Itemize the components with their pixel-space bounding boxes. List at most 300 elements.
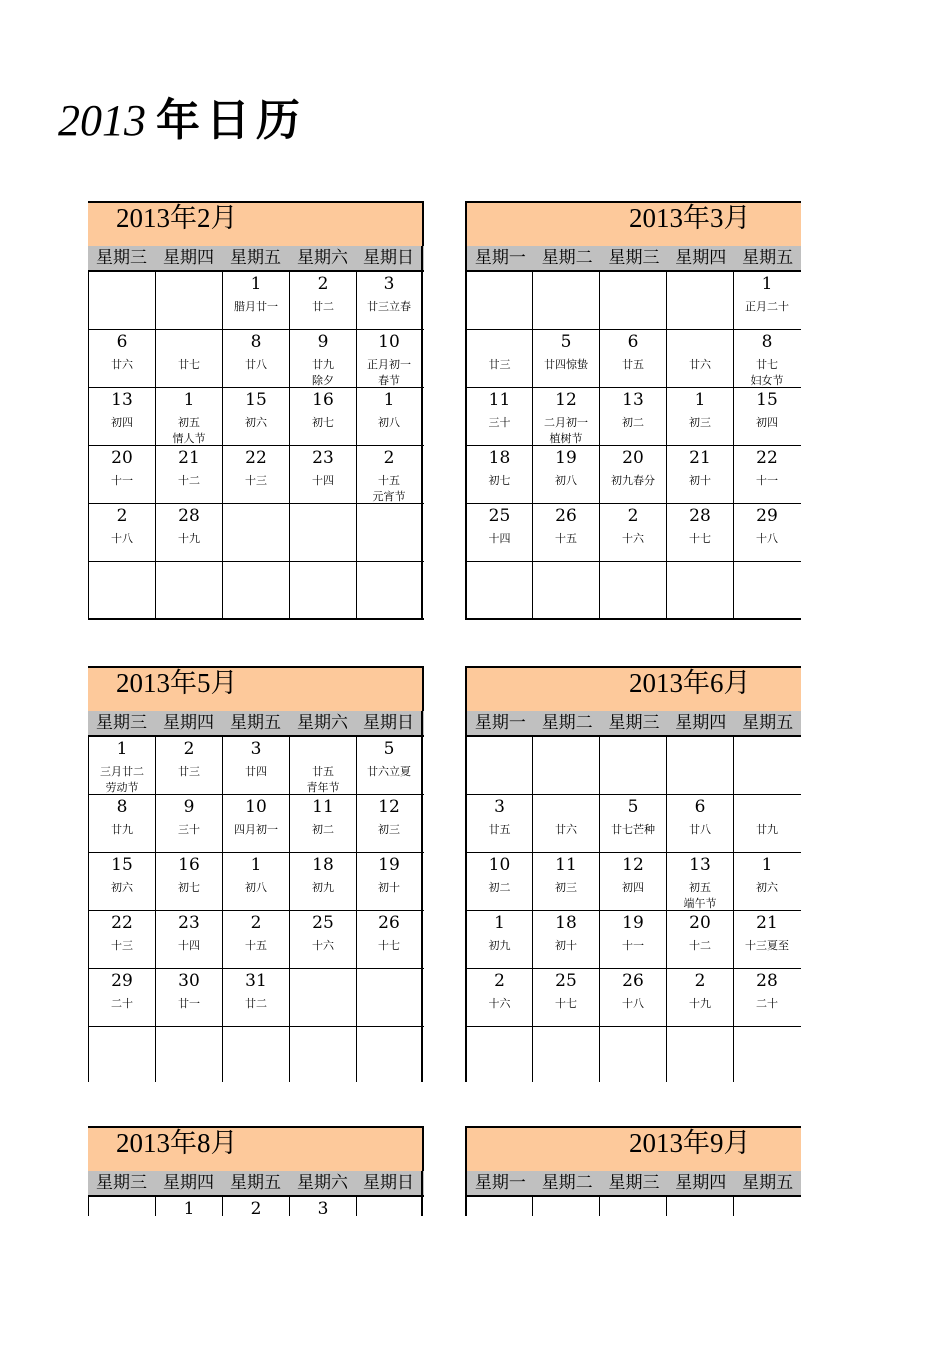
day-cell xyxy=(155,446,222,503)
lunar-date: 廿五 xyxy=(622,358,644,371)
week-row xyxy=(88,388,424,446)
day-cell xyxy=(155,330,222,387)
lunar-date: 十二 xyxy=(178,474,200,487)
day-cell xyxy=(666,388,733,445)
month-header xyxy=(88,1126,424,1171)
day-cell xyxy=(666,853,733,910)
weekday-label: 星期一 xyxy=(474,248,526,268)
lunar-date: 初八 xyxy=(245,881,267,894)
day-cell xyxy=(599,911,666,968)
day-cell xyxy=(532,1197,599,1216)
lunar-date: 初二 xyxy=(622,416,644,429)
title-year: 2013 xyxy=(58,96,146,145)
day-cell xyxy=(599,737,666,794)
lunar-date: 二月初一 xyxy=(544,416,588,429)
weekday-label: 星期四 xyxy=(675,713,727,733)
day-cell xyxy=(222,853,289,910)
weekday-label: 星期日 xyxy=(356,711,423,735)
lunar-date: 廿七 xyxy=(178,358,200,371)
day-number: 13 xyxy=(689,855,711,875)
weekday-label: 星期三 xyxy=(608,248,660,268)
day-number: 19 xyxy=(622,913,644,933)
lunar-date: 十五 xyxy=(378,474,400,487)
lunar-date: 十一 xyxy=(622,939,644,952)
month-title: 2013年8月 xyxy=(116,1128,238,1158)
lunar-date: 腊月廿一 xyxy=(234,300,278,313)
day-number: 8 xyxy=(250,332,262,352)
day-cell xyxy=(532,272,599,329)
lunar-date: 十四 xyxy=(488,532,511,545)
day-cell xyxy=(733,911,800,968)
day-number: 1 xyxy=(250,855,262,875)
day-cell xyxy=(465,1197,532,1216)
day-cell xyxy=(356,330,423,387)
weekday-header-row xyxy=(465,711,801,735)
day-cell xyxy=(155,969,222,1026)
day-number: 20 xyxy=(111,448,133,468)
week-row xyxy=(465,330,801,388)
festival-label: 元宵节 xyxy=(372,490,406,503)
weekday-label: 星期五 xyxy=(230,713,281,733)
day-cell xyxy=(599,330,666,387)
weekday-label: 星期五 xyxy=(742,1173,794,1193)
day-number: 23 xyxy=(312,448,334,468)
day-number: 23 xyxy=(178,913,200,933)
day-cell xyxy=(733,272,800,329)
week-row xyxy=(465,446,801,504)
day-cell xyxy=(733,1027,800,1082)
weekday-label: 星期日 xyxy=(356,246,423,270)
day-cell xyxy=(88,969,155,1026)
day-cell xyxy=(465,272,532,329)
day-cell xyxy=(155,795,222,852)
lunar-date: 十四 xyxy=(178,939,200,952)
day-cell xyxy=(465,737,532,794)
lunar-date: 初十 xyxy=(689,474,711,487)
day-cell xyxy=(222,1027,289,1082)
month-calendar xyxy=(88,666,424,1082)
day-cell xyxy=(289,504,356,561)
lunar-date: 廿四 xyxy=(245,765,267,778)
weekday-label: 星期四 xyxy=(163,1173,214,1193)
lunar-date: 廿九 xyxy=(312,358,334,371)
day-cell xyxy=(222,272,289,329)
day-number: 28 xyxy=(178,506,200,526)
day-cell xyxy=(356,1027,423,1082)
day-cell xyxy=(222,1197,289,1216)
day-cell xyxy=(289,446,356,503)
day-cell xyxy=(599,853,666,910)
day-cell xyxy=(155,504,222,561)
day-number: 1 xyxy=(183,390,195,410)
lunar-date: 廿九 xyxy=(756,823,778,836)
day-cell xyxy=(356,562,423,618)
weekday-label: 星期三 xyxy=(96,248,147,268)
weekday-label: 星期三 xyxy=(608,1173,660,1193)
day-cell xyxy=(356,504,423,561)
day-cell xyxy=(465,388,532,445)
day-cell xyxy=(733,330,800,387)
lunar-date: 初五 xyxy=(178,416,200,429)
lunar-date: 廿八 xyxy=(245,358,267,371)
day-number: 28 xyxy=(689,506,711,526)
day-cell xyxy=(532,1027,599,1082)
day-cell xyxy=(88,562,155,618)
weekday-label: 星期四 xyxy=(675,1173,727,1193)
day-number: 2 xyxy=(317,274,329,294)
lunar-date: 初八 xyxy=(555,474,577,487)
day-cell xyxy=(356,853,423,910)
day-number: 8 xyxy=(116,797,128,817)
lunar-date: 十七 xyxy=(689,532,711,545)
festival-label: 端午节 xyxy=(683,897,717,910)
weekday-label: 星期一 xyxy=(474,1173,526,1193)
weekday-label: 星期日 xyxy=(356,1171,423,1195)
day-cell xyxy=(666,969,733,1026)
week-row xyxy=(88,330,424,388)
day-number: 12 xyxy=(622,855,644,875)
lunar-date: 廿三 xyxy=(178,765,200,778)
page-title xyxy=(58,92,306,150)
day-number: 6 xyxy=(627,332,639,352)
month-title: 2013年5月 xyxy=(116,668,238,698)
lunar-date: 初九 xyxy=(312,881,334,894)
day-number: 3 xyxy=(383,274,395,294)
weekday-header-row xyxy=(88,246,424,270)
lunar-date: 初二 xyxy=(312,823,334,836)
week-row xyxy=(88,504,424,562)
day-cell xyxy=(465,446,532,503)
weekday-header-row xyxy=(465,246,801,270)
lunar-date: 初十 xyxy=(555,939,577,952)
day-cell xyxy=(733,562,800,618)
week-row xyxy=(88,737,424,795)
day-cell xyxy=(155,562,222,618)
day-cell xyxy=(289,388,356,445)
day-cell xyxy=(222,446,289,503)
lunar-date: 廿九 xyxy=(111,823,133,836)
lunar-date: 三月廿二 xyxy=(100,765,144,778)
weekday-label: 星期六 xyxy=(297,1173,348,1193)
day-number: 25 xyxy=(555,971,577,991)
day-number: 28 xyxy=(756,971,778,991)
weekday-label: 星期四 xyxy=(163,248,214,268)
day-cell xyxy=(465,1027,532,1082)
day-cell xyxy=(599,969,666,1026)
day-cell xyxy=(222,504,289,561)
day-cell xyxy=(88,272,155,329)
day-cell xyxy=(88,737,155,794)
lunar-date: 十六 xyxy=(488,997,511,1010)
lunar-date: 廿六 xyxy=(555,823,577,836)
lunar-date: 初八 xyxy=(378,416,400,429)
day-number: 15 xyxy=(245,390,267,410)
month-title: 2013年3月 xyxy=(629,203,751,233)
lunar-date: 廿五 xyxy=(488,823,511,836)
day-cell xyxy=(289,737,356,794)
lunar-date: 廿二 xyxy=(312,300,334,313)
day-number: 10 xyxy=(245,797,267,817)
week-row xyxy=(88,1197,424,1216)
weekday-label: 星期一 xyxy=(474,713,526,733)
day-cell xyxy=(356,1197,423,1216)
day-cell xyxy=(356,737,423,794)
day-cell xyxy=(599,272,666,329)
week-row xyxy=(88,562,424,620)
week-row xyxy=(465,1197,801,1216)
day-number: 22 xyxy=(756,448,778,468)
month-calendar xyxy=(88,1126,424,1216)
day-cell xyxy=(356,969,423,1026)
lunar-date: 十七 xyxy=(378,939,400,952)
lunar-date: 初二 xyxy=(488,881,511,894)
lunar-date: 十一 xyxy=(111,474,133,487)
lunar-date: 初六 xyxy=(245,416,267,429)
lunar-date: 十三 xyxy=(111,939,133,952)
day-cell xyxy=(599,446,666,503)
day-number: 8 xyxy=(761,332,773,352)
weekday-label: 星期六 xyxy=(297,713,348,733)
lunar-date: 四月初一 xyxy=(234,823,278,836)
day-number: 19 xyxy=(378,855,400,875)
day-cell xyxy=(733,853,800,910)
day-number: 11 xyxy=(555,855,577,875)
month-calendar xyxy=(465,666,801,1082)
day-cell xyxy=(88,853,155,910)
day-number: 2 xyxy=(250,913,262,933)
lunar-date: 初四 xyxy=(756,416,778,429)
day-number: 12 xyxy=(378,797,400,817)
day-cell xyxy=(465,969,532,1026)
lunar-date: 廿七 xyxy=(756,358,778,371)
day-cell xyxy=(532,388,599,445)
day-cell xyxy=(88,330,155,387)
week-row xyxy=(465,388,801,446)
day-number: 18 xyxy=(312,855,334,875)
lunar-date: 二十 xyxy=(756,997,778,1010)
lunar-date: 十一 xyxy=(756,474,778,487)
lunar-date: 廿一 xyxy=(178,997,200,1010)
festival-label: 妇女节 xyxy=(750,374,784,387)
day-cell xyxy=(289,853,356,910)
day-cell xyxy=(733,1197,800,1216)
day-cell xyxy=(666,504,733,561)
lunar-date: 十九 xyxy=(689,997,711,1010)
festival-label: 青年节 xyxy=(306,781,340,794)
weekday-label: 星期六 xyxy=(297,248,348,268)
weekday-label: 星期二 xyxy=(541,713,593,733)
day-number: 16 xyxy=(178,855,200,875)
day-number: 5 xyxy=(627,797,639,817)
week-row xyxy=(465,1027,801,1082)
day-number: 30 xyxy=(178,971,200,991)
lunar-date: 十八 xyxy=(756,532,778,545)
lunar-date: 廿五 xyxy=(312,765,334,778)
week-row xyxy=(465,504,801,562)
day-grid xyxy=(88,1195,424,1216)
day-number: 9 xyxy=(317,332,329,352)
weekday-label: 星期五 xyxy=(230,1173,281,1193)
day-number: 11 xyxy=(312,797,334,817)
lunar-date: 十八 xyxy=(622,997,644,1010)
weekday-label: 星期三 xyxy=(96,1173,147,1193)
lunar-date: 初九 xyxy=(488,939,511,952)
day-cell xyxy=(356,446,423,503)
weekday-header-row xyxy=(88,711,424,735)
day-number: 13 xyxy=(622,390,644,410)
lunar-date: 十三夏至 xyxy=(745,939,789,952)
day-number: 1 xyxy=(694,390,706,410)
day-cell xyxy=(465,504,532,561)
day-number: 25 xyxy=(312,913,334,933)
day-number: 12 xyxy=(555,390,577,410)
day-cell xyxy=(155,272,222,329)
day-cell xyxy=(289,1027,356,1082)
day-number: 1 xyxy=(383,390,395,410)
month-title: 2013年6月 xyxy=(629,668,751,698)
day-cell xyxy=(733,388,800,445)
day-number: 26 xyxy=(622,971,644,991)
lunar-date: 初三 xyxy=(378,823,400,836)
day-number: 2 xyxy=(694,971,706,991)
lunar-date: 二十 xyxy=(111,997,133,1010)
weekday-header-row xyxy=(88,1171,424,1195)
day-cell xyxy=(356,388,423,445)
day-number: 2 xyxy=(383,448,395,468)
day-cell xyxy=(666,795,733,852)
lunar-date: 三十 xyxy=(488,416,511,429)
day-cell xyxy=(356,795,423,852)
day-cell xyxy=(289,330,356,387)
day-cell xyxy=(88,504,155,561)
lunar-date: 三十 xyxy=(178,823,200,836)
day-cell xyxy=(88,446,155,503)
day-cell xyxy=(666,272,733,329)
day-cell xyxy=(733,504,800,561)
week-row xyxy=(88,446,424,504)
weekday-label: 星期三 xyxy=(608,713,660,733)
day-number: 2 xyxy=(183,739,195,759)
day-cell xyxy=(155,737,222,794)
day-cell xyxy=(733,446,800,503)
day-cell xyxy=(222,737,289,794)
day-number: 2 xyxy=(627,506,639,526)
week-row xyxy=(88,911,424,969)
day-cell xyxy=(465,853,532,910)
lunar-date: 初九春分 xyxy=(611,474,655,487)
lunar-date: 初七 xyxy=(178,881,200,894)
day-number: 6 xyxy=(116,332,128,352)
week-row xyxy=(88,1027,424,1082)
day-number: 20 xyxy=(622,448,644,468)
weekday-header-row xyxy=(465,1171,801,1195)
lunar-date: 初六 xyxy=(111,881,133,894)
day-number: 21 xyxy=(178,448,200,468)
month-header xyxy=(465,666,801,711)
day-cell xyxy=(465,911,532,968)
lunar-date: 十五 xyxy=(245,939,267,952)
day-number: 10 xyxy=(378,332,400,352)
day-number: 1 xyxy=(116,739,128,759)
day-cell xyxy=(599,504,666,561)
lunar-date: 廿六 xyxy=(111,358,133,371)
lunar-date: 廿二 xyxy=(245,997,267,1010)
lunar-date: 初五 xyxy=(689,881,711,894)
lunar-date: 廿六立夏 xyxy=(367,765,411,778)
day-cell xyxy=(356,911,423,968)
day-number: 2 xyxy=(116,506,128,526)
week-row xyxy=(465,969,801,1027)
day-number: 29 xyxy=(111,971,133,991)
day-cell xyxy=(666,1027,733,1082)
lunar-date: 正月初一 xyxy=(367,358,411,371)
day-number: 31 xyxy=(245,971,267,991)
lunar-date: 初三 xyxy=(689,416,711,429)
day-cell xyxy=(289,969,356,1026)
day-cell xyxy=(289,1197,356,1216)
festival-label: 情人节 xyxy=(172,432,206,445)
lunar-date: 正月二十 xyxy=(745,300,789,313)
day-cell xyxy=(666,562,733,618)
day-cell xyxy=(465,330,532,387)
day-number: 18 xyxy=(488,448,511,468)
lunar-date: 十五 xyxy=(555,532,577,545)
weekday-label: 星期二 xyxy=(541,248,593,268)
lunar-date: 初三 xyxy=(555,881,577,894)
lunar-date: 初四 xyxy=(622,881,644,894)
lunar-date: 初四 xyxy=(111,416,133,429)
week-row xyxy=(465,795,801,853)
day-number: 25 xyxy=(488,506,511,526)
day-cell xyxy=(222,911,289,968)
day-cell xyxy=(155,1197,222,1216)
day-cell xyxy=(289,562,356,618)
day-cell xyxy=(532,504,599,561)
month-title: 2013年2月 xyxy=(116,203,238,233)
festival-label: 植树节 xyxy=(549,432,583,445)
day-grid xyxy=(88,270,424,620)
day-cell xyxy=(289,272,356,329)
day-number: 1 xyxy=(183,1199,195,1216)
lunar-date: 初十 xyxy=(378,881,400,894)
day-cell xyxy=(222,562,289,618)
festival-label: 除夕 xyxy=(312,374,334,387)
day-cell xyxy=(222,330,289,387)
lunar-date: 廿六 xyxy=(689,358,711,371)
day-cell xyxy=(599,562,666,618)
month-header xyxy=(88,201,424,246)
day-cell xyxy=(599,388,666,445)
day-cell xyxy=(733,737,800,794)
day-number: 21 xyxy=(689,448,711,468)
day-grid xyxy=(88,735,424,1082)
day-grid xyxy=(465,1195,801,1216)
lunar-date: 初七 xyxy=(312,416,334,429)
title-text: 年日历 xyxy=(156,95,306,146)
week-row xyxy=(465,911,801,969)
weekday-label: 星期四 xyxy=(675,248,727,268)
day-number: 3 xyxy=(317,1199,329,1216)
day-number: 1 xyxy=(761,855,773,875)
weekday-label: 星期四 xyxy=(163,713,214,733)
festival-label: 春节 xyxy=(378,374,400,387)
day-number: 15 xyxy=(756,390,778,410)
week-row xyxy=(88,969,424,1027)
month-calendar xyxy=(88,201,424,620)
month-header xyxy=(465,1126,801,1171)
day-number: 5 xyxy=(560,332,572,352)
week-row xyxy=(465,562,801,620)
